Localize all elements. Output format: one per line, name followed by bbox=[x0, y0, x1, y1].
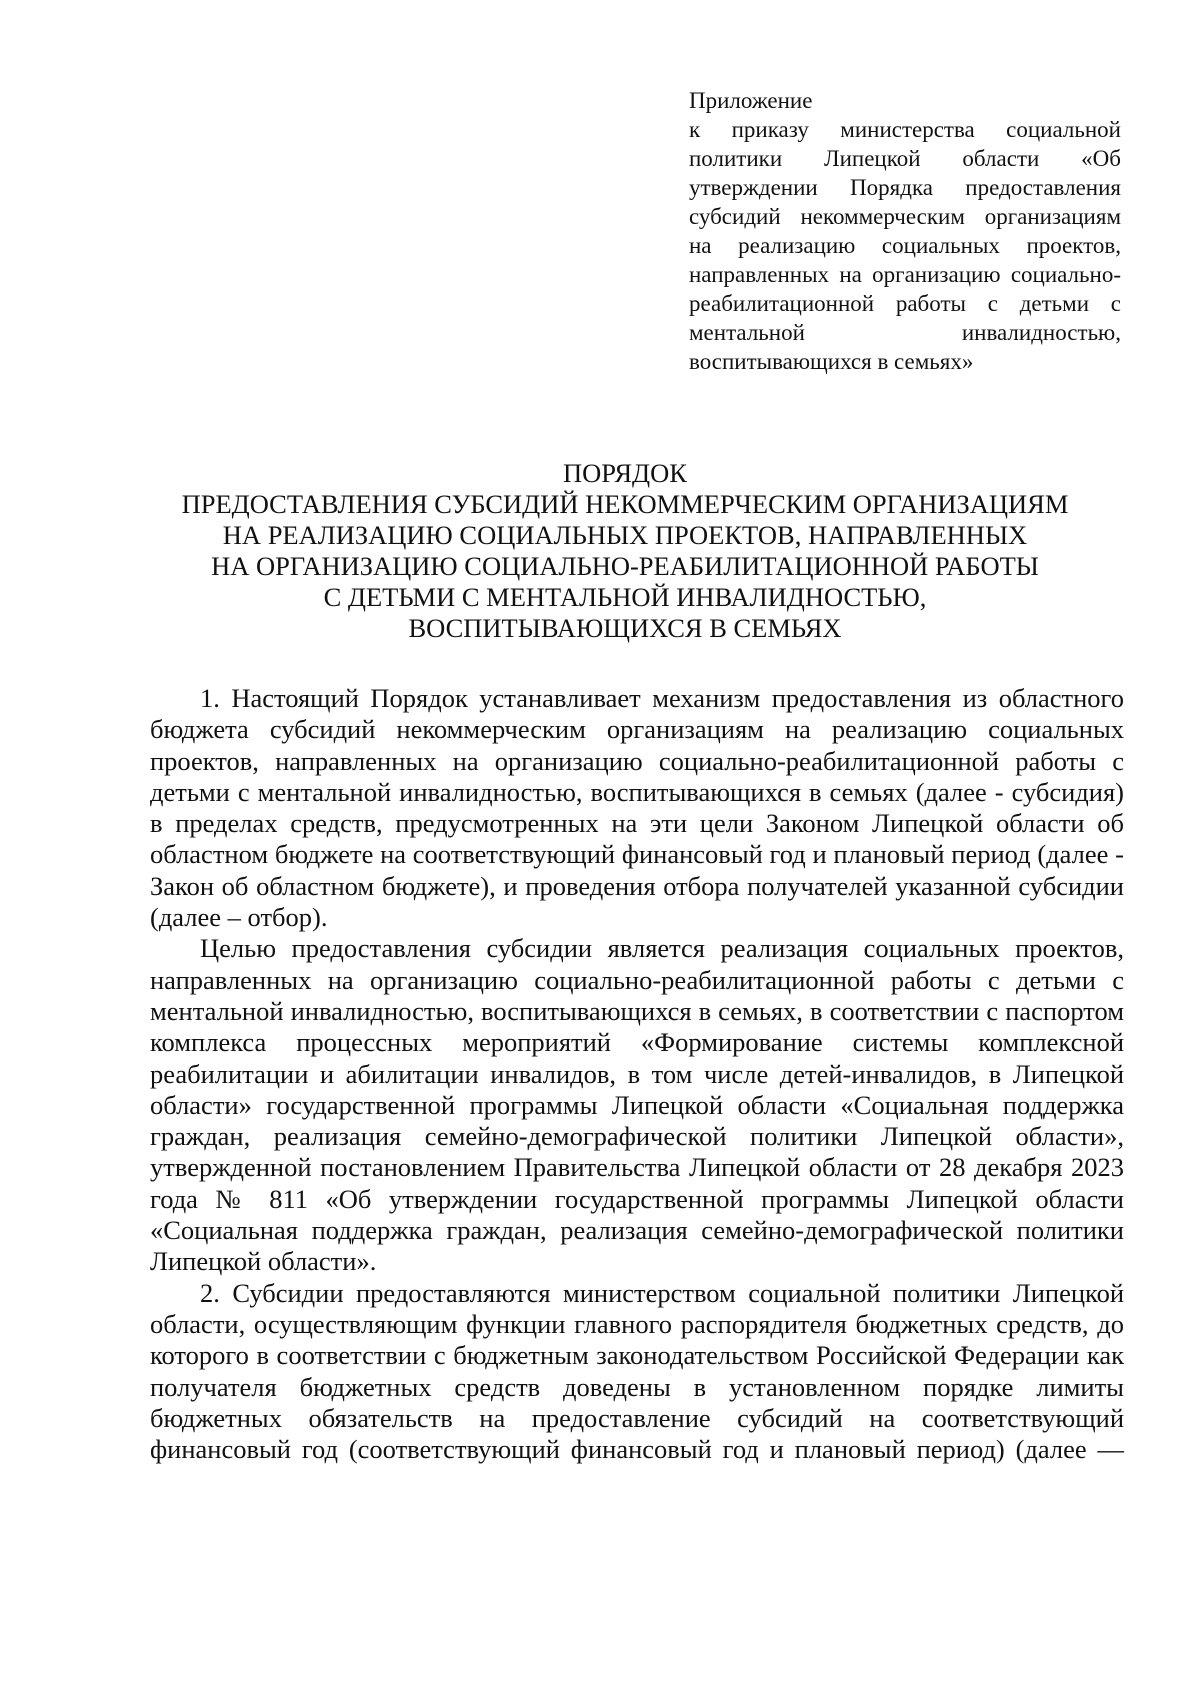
document-body bbox=[150, 683, 1124, 1465]
title-line-6: ВОСПИТЫВАЮЩИХСЯ В СЕМЬЯХ bbox=[408, 613, 842, 643]
document-title bbox=[130, 458, 1120, 644]
title-line-2: ПРЕДОСТАВЛЕНИЯ СУБСИДИЙ НЕКОММЕРЧЕСКИМ ОРГАНИЗАЦИЯМ bbox=[181, 489, 1069, 519]
title-line-5: С ДЕТЬМИ С МЕНТАЛЬНОЙ ИНВАЛИДНОСТЬЮ, bbox=[323, 582, 927, 612]
title-line-1: ПОРЯДОК bbox=[563, 458, 687, 488]
appendix-text: к приказу министерства социальной политики Липецкой области «Об утверждении Порядка предоставления субсидий некоммерческим организациям на реализацию социальных проектов, направленных на организацию социально-реабилитационной работы с детьми с ментальной инвалидностью, воспитывающихся в семьях» bbox=[689, 117, 1121, 374]
paragraph-1: 1. Настоящий Порядок устанавливает механизм предоставления из областного бюджета субсидий некоммерческим организациям на реализацию социальных проектов, направленных на организацию социально-реабилитационной работы с детьми с ментальной инвалидностью, воспитывающихся в семьях (далее - субсидия) в пределах средств, предусмотренных на эти цели Законом Липецкой области об областном бюджете на соответствующий финансовый год и плановый период (далее - Закон об областном бюджете), и проведения отбора получателей указанной субсидии (далее – отбор). bbox=[150, 683, 1124, 933]
appendix-block bbox=[689, 86, 1121, 376]
title-line-4: НА ОРГАНИЗАЦИЮ СОЦИАЛЬНО-РЕАБИЛИТАЦИОННОЙ РАБОТЫ bbox=[211, 551, 1039, 581]
paragraph-2: Целью предоставления субсидии является реализация социальных проектов, направленных на организацию социально-реабилитационной работы с детьми с ментальной инвалидностью, воспитывающихся в семьях, в соответствии с паспортом комплекса процессных мероприятий «Формирование системы комплексной реабилитации и абилитации инвалидов, в том числе детей-инвалидов, в Липецкой области» государственной программы Липецкой области «Социальная поддержка граждан, реализация семейно-демографической политики Липецкой области», утвержденной постановлением Правительства Липецкой области от 28 декабря 2023 года № 811 «Об утверждении государственной программы Липецкой области «Социальная поддержка граждан, реализация семейно-демографической политики Липецкой области». bbox=[150, 933, 1124, 1277]
paragraph-3: 2. Субсидии предоставляются министерством социальной политики Липецкой области, осуществляющим функции главного распорядителя бюджетных средств, до которого в соответствии с бюджетным законодательством Российской Федерации как получателя бюджетных средств доведены в установленном порядке лимиты бюджетных обязательств на предоставление субсидий на соответствующий финансовый год (соответствующий финансовый год и плановый период) (далее — bbox=[150, 1277, 1124, 1465]
title-line-3: НА РЕАЛИЗАЦИЮ СОЦИАЛЬНЫХ ПРОЕКТОВ, НАПРАВЛЕННЫХ bbox=[222, 520, 1028, 550]
appendix-label: Приложение bbox=[689, 88, 813, 113]
